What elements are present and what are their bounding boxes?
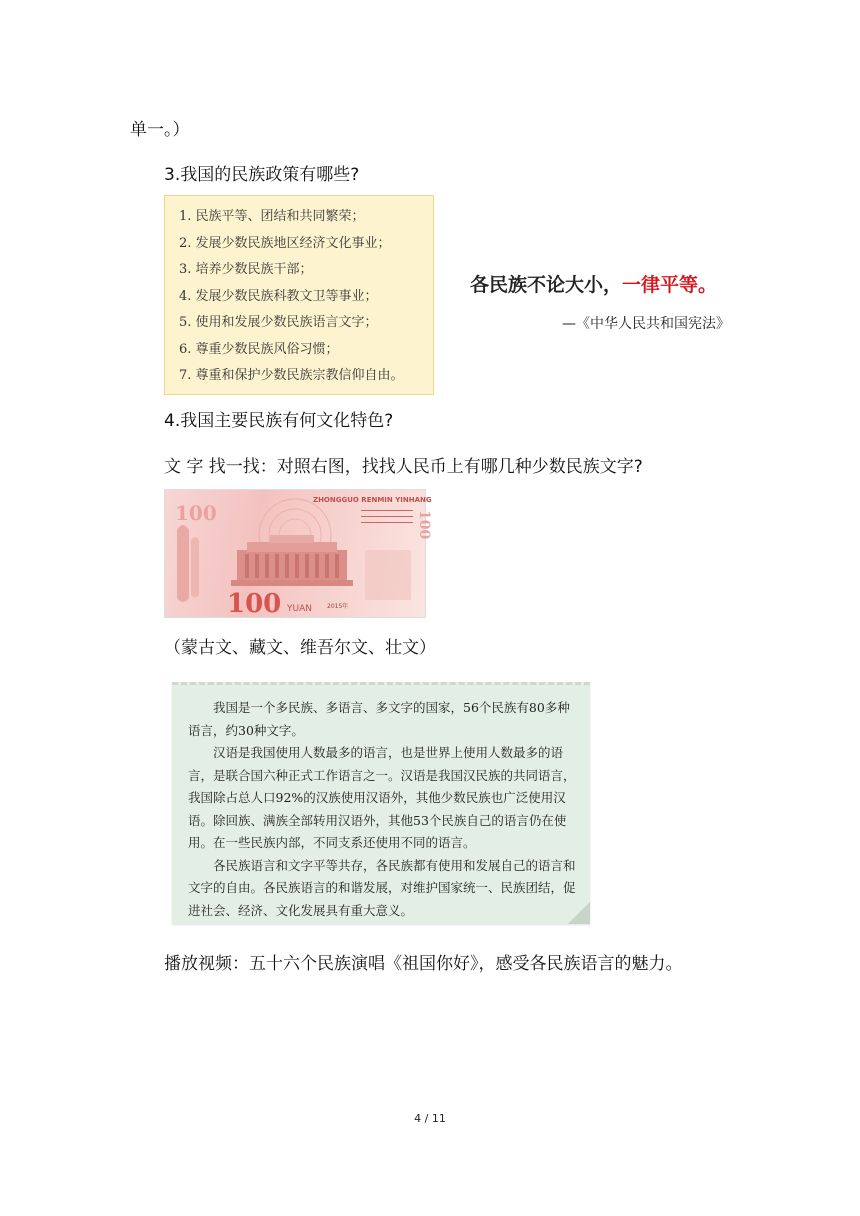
banknote-denomination-top: 100: [175, 501, 217, 525]
banknote-image: [164, 489, 432, 619]
answer-text: （蒙古文、藏文、维吾尔文、壮文）: [164, 638, 436, 658]
question-3: 3.我国的民族政策有哪些?: [164, 165, 360, 185]
policy-item: 5. 使用和发展少数民族语言文字；: [179, 315, 378, 330]
policy-item: 2. 发展少数民族地区经济文化事业；: [179, 235, 391, 251]
policy-item: 4. 发展少数民族科教文卫等事业；: [179, 288, 378, 304]
banknote-pinyin: ZHONGGUO RENMIN YINHANG: [313, 496, 432, 504]
constitution-quote: [470, 270, 717, 297]
language-paragraph: 汉语是我国使用人数最多的语言，也是世界上使用人数最多的语言，是联合国六种正式工作语言之一。汉语是我国汉民族的共同语言，我国除占总人口92%的汉族使用汉语外，其他少数民族也广泛使用汉语。除回族、满族全部转用汉语外，其他53个民族自己的语言仍在使用。在一些民族内部，不同支系还使用不同的语言。: [188, 745, 576, 850]
page-number: 4 / 11: [414, 1112, 446, 1125]
quote-black: 各民族不论大小，: [470, 274, 623, 296]
continued-text: 单一。）: [130, 120, 190, 140]
language-paragraph: 我国是一个多民族、多语言、多文字的国家，56个民族有80多种语言，约30种文字。: [188, 700, 570, 738]
policy-box: [164, 195, 434, 395]
banknote-yuan: YUAN: [287, 604, 312, 614]
banknote-illustration: [165, 490, 432, 619]
banknote-year: 2015年: [327, 603, 349, 610]
quote-red: 一律平等。: [622, 274, 718, 296]
quote-source: —《中华人民共和国宪法》: [562, 316, 730, 332]
policy-item: 7. 尊重和保护少数民族宗教信仰自由。: [179, 368, 404, 383]
page-curl-decoration: [568, 902, 590, 924]
policy-item: 1. 民族平等、团结和共同繁荣；: [179, 209, 365, 224]
activity-prompt: 文 字 找一找：对照右图，找找人民币上有哪几种少数民族文字?: [164, 457, 643, 477]
question-4: 4.我国主要民族有何文化特色?: [164, 411, 394, 431]
language-paragraph: 各民族语言和文字平等共存，各民族都有使用和发展自己的语言和文字的自由。各民族语言的和谐发展，对维护国家统一、民族团结，促进社会、经济、文化发展具有重大意义。: [188, 857, 576, 918]
banknote-denomination-bottom: 100: [227, 589, 282, 619]
policy-item: 3. 培养少数民族干部；: [179, 262, 313, 277]
video-text: 播放视频：五十六个民族演唱《祖国你好》，感受各民族语言的魅力。: [164, 954, 683, 974]
banknote-denomination-side: 100: [416, 510, 432, 540]
policy-item: 6. 尊重少数民族风俗习惯；: [179, 341, 339, 357]
language-info-box: [172, 682, 590, 924]
